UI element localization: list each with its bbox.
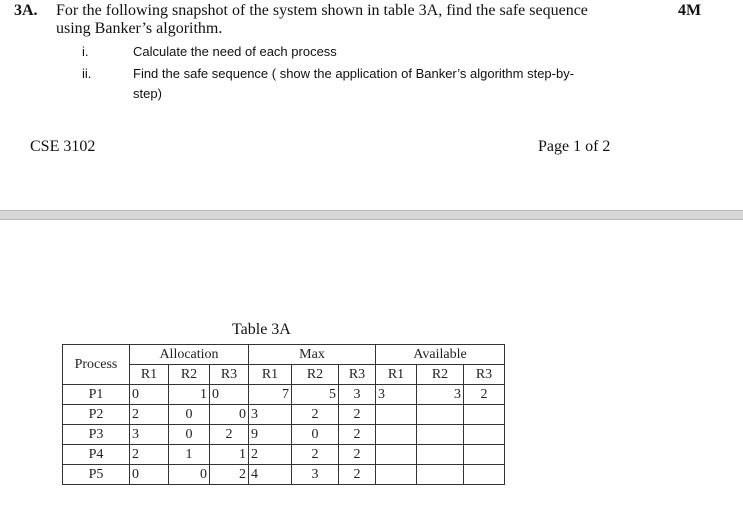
cell-max-r3: 2 <box>339 445 376 465</box>
cell-max-r3: 2 <box>339 405 376 425</box>
page-break-divider <box>0 210 743 220</box>
subheader-max-r2: R2 <box>292 365 339 385</box>
subpart-2-text-line-1: Find the safe sequence ( show the application of Banker’s algorithm step-by- <box>133 66 575 81</box>
table-row <box>63 465 505 485</box>
cell-alloc-r2: 1 <box>169 445 210 465</box>
cell-avail-empty <box>417 405 464 425</box>
subheader-avail-r2: R2 <box>417 365 464 385</box>
cell-avail-empty <box>376 405 417 425</box>
subheader-max-r3: R3 <box>339 365 376 385</box>
row-process: P2 <box>63 405 130 425</box>
cell-max-r2: 0 <box>292 425 339 445</box>
cell-alloc-r2: 0 <box>169 405 210 425</box>
cell-avail-empty <box>464 405 505 425</box>
subheader-avail-r3: R3 <box>464 365 505 385</box>
subheader-max-r1: R1 <box>249 365 292 385</box>
cell-avail-empty <box>417 465 464 485</box>
row-process: P4 <box>63 445 130 465</box>
cell-alloc-r3: 2 <box>210 425 249 445</box>
cell-max-r2: 5 <box>292 385 339 405</box>
cell-avail-r1: 3 <box>376 385 417 405</box>
table-row <box>63 445 505 465</box>
cell-alloc-r2: 1 <box>169 385 210 405</box>
header-max: Max <box>249 345 376 365</box>
cell-avail-empty <box>417 425 464 445</box>
question-text-line-1: For the following snapshot of the system shown in table 3A, find the safe sequence <box>56 2 588 19</box>
subheader-avail-r1: R1 <box>376 365 417 385</box>
cell-alloc-r3: 2 <box>210 465 249 485</box>
cell-alloc-r1: 2 <box>130 445 169 465</box>
cell-max-r1: 9 <box>249 425 292 445</box>
question-text-line-2: using Banker’s algorithm. <box>56 20 223 37</box>
resource-table <box>62 344 505 485</box>
cell-alloc-r3: 0 <box>210 405 249 425</box>
question-marks: 4M <box>678 2 702 19</box>
subheader-alloc-r1: R1 <box>130 365 169 385</box>
subpart-1-text: Calculate the need of each process <box>133 44 337 59</box>
table-header-row <box>63 345 505 365</box>
table-row <box>63 425 505 445</box>
subheader-alloc-r2: R2 <box>169 365 210 385</box>
cell-alloc-r1: 3 <box>130 425 169 445</box>
cell-alloc-r2: 0 <box>169 465 210 485</box>
cell-max-r1: 4 <box>249 465 292 485</box>
table-caption: Table 3A <box>232 321 291 338</box>
footer-course-code: CSE 3102 <box>30 138 96 155</box>
cell-avail-empty <box>417 445 464 465</box>
cell-avail-empty <box>376 445 417 465</box>
row-process: P3 <box>63 425 130 445</box>
header-process: Process <box>63 345 130 385</box>
cell-avail-empty <box>376 425 417 445</box>
cell-alloc-r1: 0 <box>130 465 169 485</box>
subpart-1-numeral: i. <box>82 44 89 59</box>
subpart-2-text-line-2: step) <box>133 86 162 101</box>
cell-avail-empty <box>464 465 505 485</box>
cell-avail-empty <box>376 465 417 485</box>
cell-alloc-r1: 2 <box>130 405 169 425</box>
cell-max-r3: 2 <box>339 425 376 445</box>
cell-max-r3: 2 <box>339 465 376 485</box>
subheader-alloc-r3: R3 <box>210 365 249 385</box>
cell-alloc-r2: 0 <box>169 425 210 445</box>
table-row <box>63 385 505 405</box>
cell-max-r2: 3 <box>292 465 339 485</box>
cell-alloc-r3: 1 <box>210 445 249 465</box>
cell-avail-r3: 2 <box>464 385 505 405</box>
cell-avail-empty <box>464 445 505 465</box>
cell-alloc-r1: 0 <box>130 385 169 405</box>
cell-alloc-r3: 0 <box>210 385 249 405</box>
header-allocation: Allocation <box>130 345 249 365</box>
cell-max-r3: 3 <box>339 385 376 405</box>
header-available: Available <box>376 345 505 365</box>
cell-avail-r2: 3 <box>417 385 464 405</box>
row-process: P1 <box>63 385 130 405</box>
cell-max-r1: 2 <box>249 445 292 465</box>
cell-max-r1: 3 <box>249 405 292 425</box>
subpart-2-numeral: ii. <box>82 66 92 81</box>
cell-max-r1: 7 <box>249 385 292 405</box>
cell-max-r2: 2 <box>292 405 339 425</box>
table-row <box>63 405 505 425</box>
footer-page-number: Page 1 of 2 <box>538 138 611 155</box>
question-number: 3A. <box>14 2 38 19</box>
cell-avail-empty <box>464 425 505 445</box>
cell-max-r2: 2 <box>292 445 339 465</box>
table-subheader-row <box>63 365 505 385</box>
row-process: P5 <box>63 465 130 485</box>
